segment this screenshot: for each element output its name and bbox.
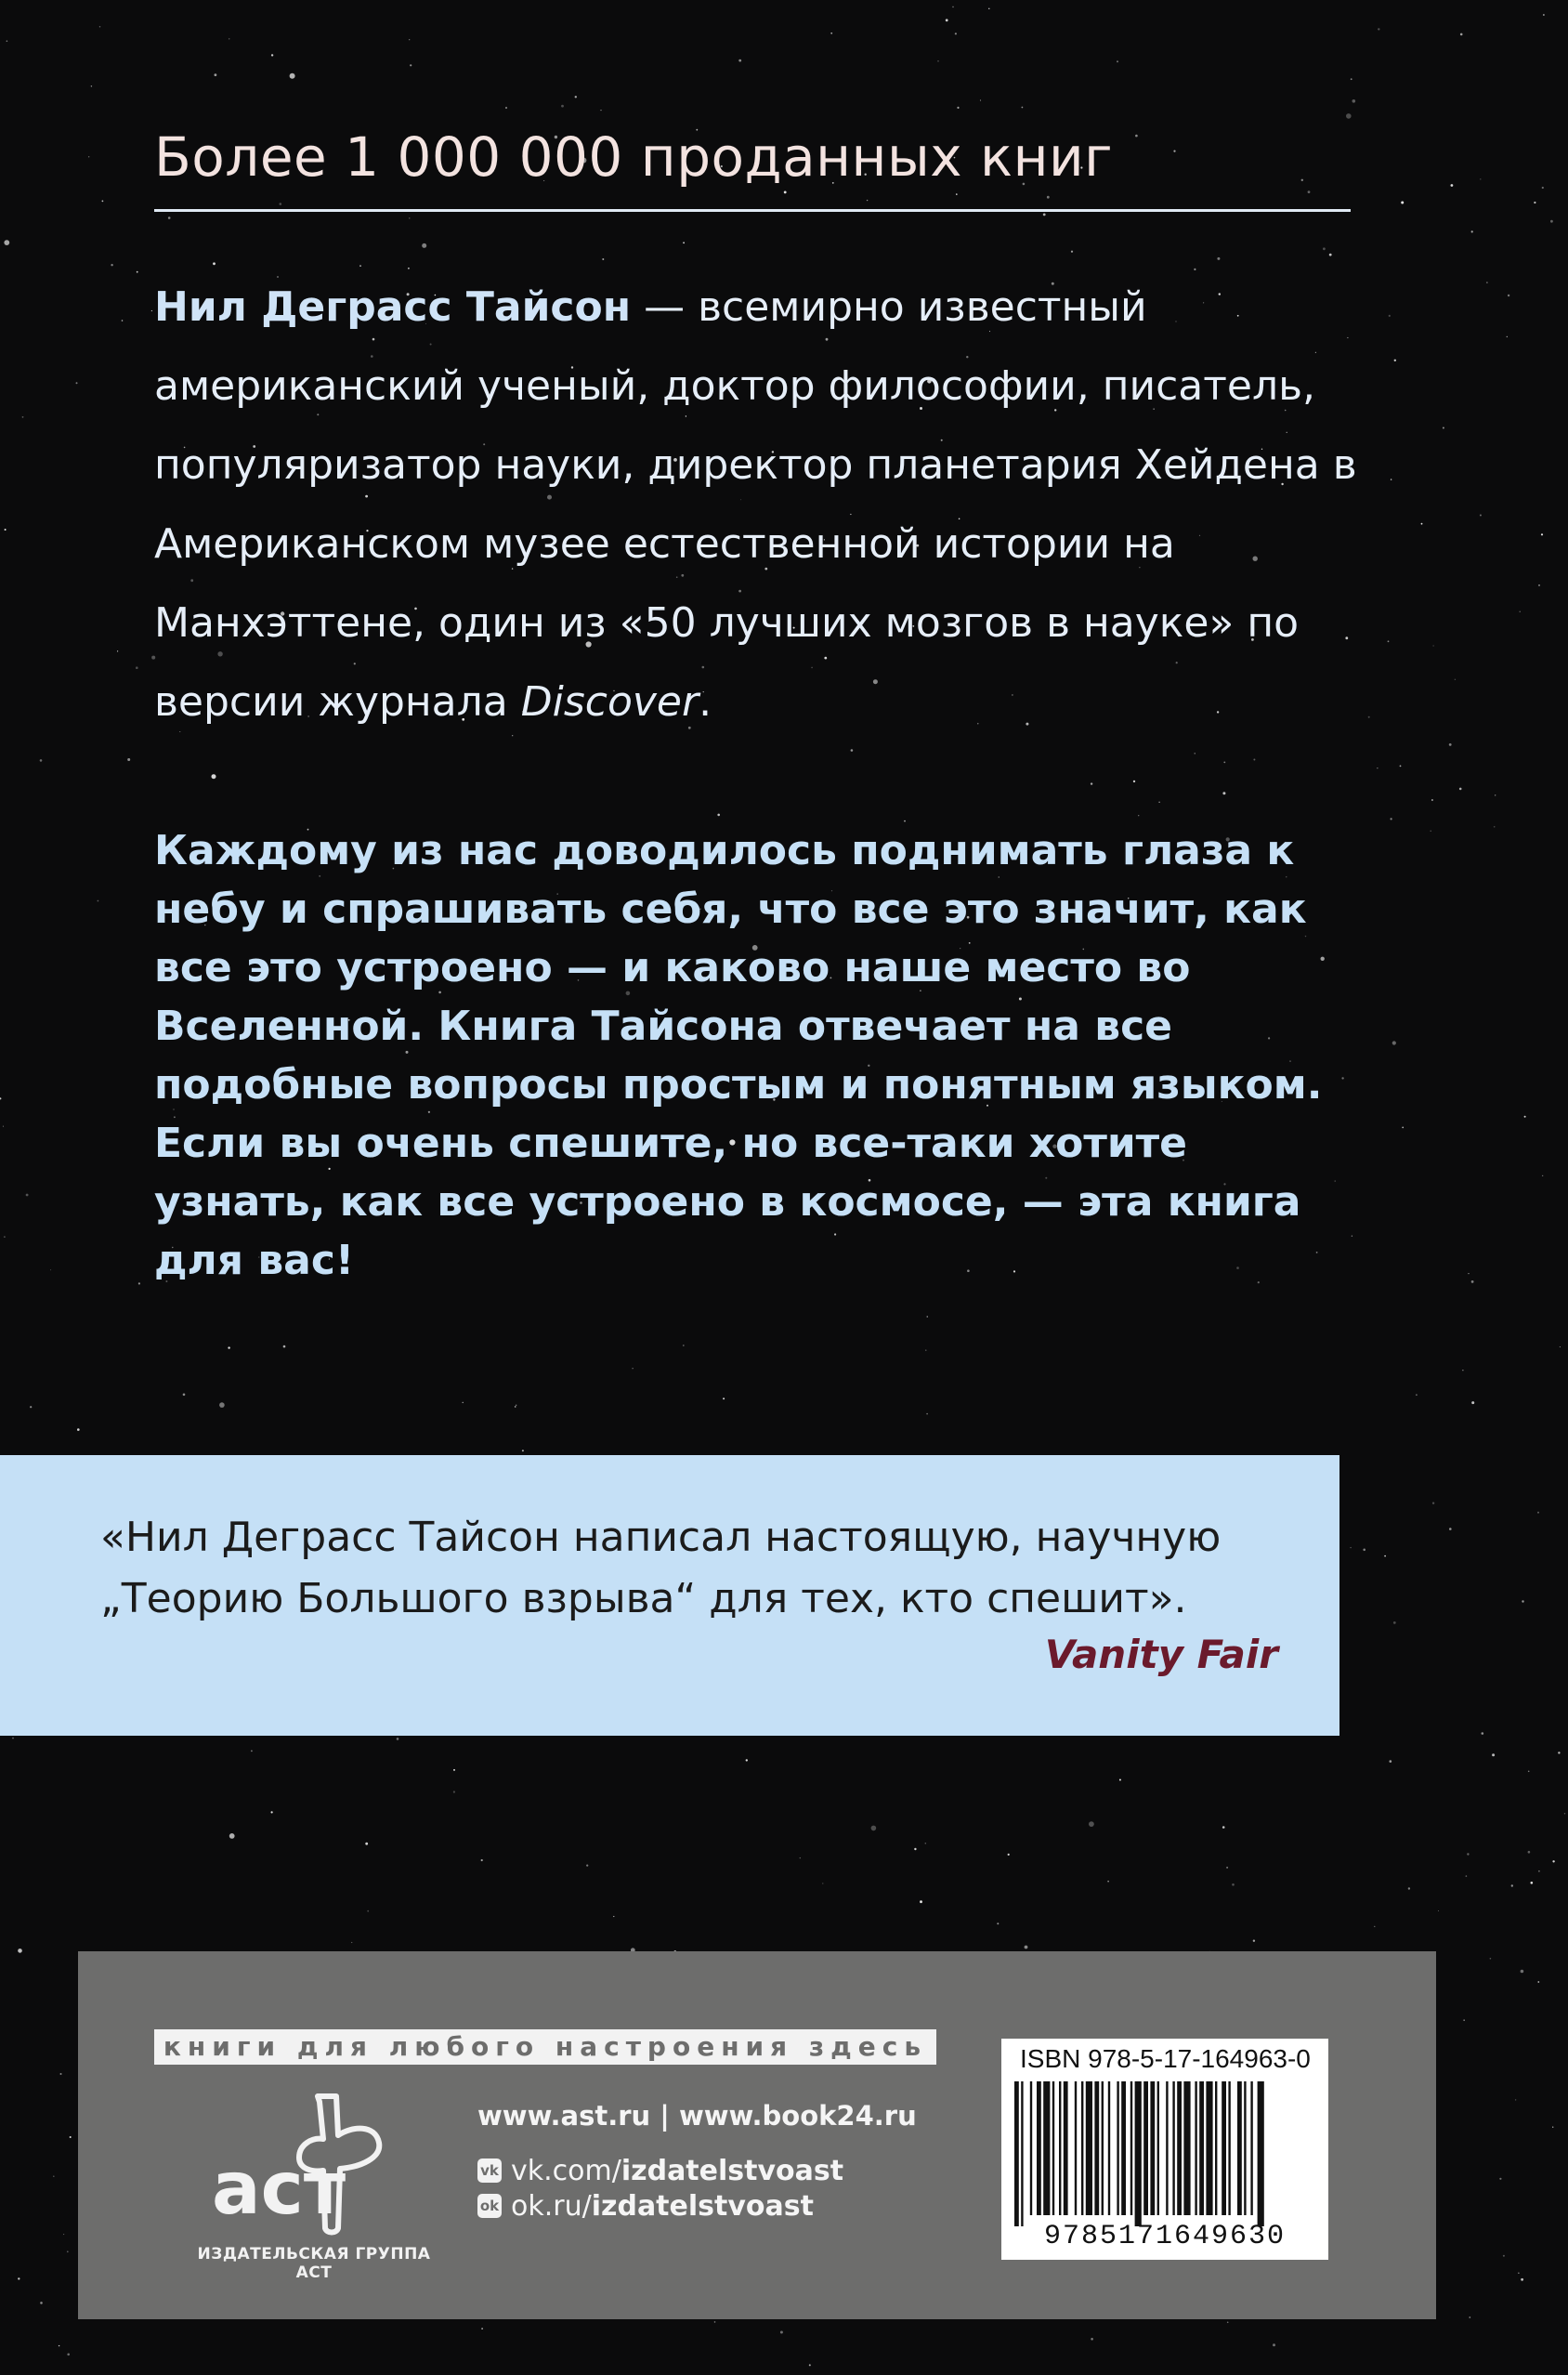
star — [137, 271, 138, 273]
star — [422, 243, 426, 248]
star — [98, 900, 99, 902]
star — [780, 2331, 783, 2334]
star — [30, 1406, 32, 1408]
star — [99, 26, 100, 27]
barcode-bar — [1135, 2081, 1142, 2226]
barcode-bar — [1150, 2081, 1155, 2215]
star — [359, 265, 361, 267]
star — [1542, 1175, 1543, 1176]
star — [1471, 230, 1473, 232]
star — [1223, 762, 1225, 764]
barcode-bar — [1037, 2081, 1041, 2215]
star — [1499, 2178, 1501, 2180]
star — [946, 19, 948, 21]
barcode-bar — [1081, 2081, 1083, 2215]
barcode-bar — [1215, 2081, 1217, 2215]
barcode-bar — [1199, 2081, 1204, 2215]
star — [717, 814, 720, 817]
star — [1467, 1853, 1469, 1855]
star — [955, 33, 957, 34]
star — [228, 1346, 229, 1348]
logo-lettering: аст — [212, 2147, 346, 2231]
star — [1389, 315, 1391, 317]
star — [1537, 1981, 1539, 1983]
barcode-bar — [1157, 2081, 1159, 2215]
ast-logo-icon — [199, 2089, 385, 2237]
star — [871, 1826, 877, 1831]
star — [1368, 716, 1370, 718]
star — [1158, 802, 1159, 803]
star — [1564, 1813, 1565, 1814]
star — [1043, 214, 1046, 217]
star — [1537, 1512, 1539, 1514]
star — [1515, 2099, 1516, 2100]
barcode-bar — [1166, 2081, 1168, 2215]
star — [980, 99, 981, 100]
star — [723, 1397, 725, 1399]
star — [1438, 1910, 1439, 1911]
star — [1138, 815, 1139, 816]
star — [1400, 766, 1402, 768]
star — [138, 1282, 140, 1284]
star — [1480, 178, 1481, 179]
barcode-bar — [1177, 2081, 1182, 2215]
star — [50, 1269, 51, 1270]
star — [1494, 826, 1496, 828]
star — [1550, 220, 1553, 223]
barcode-bar — [1094, 2081, 1099, 2215]
star — [1227, 2322, 1229, 2324]
star — [1323, 247, 1326, 250]
author-bio — [154, 268, 1362, 741]
star — [1384, 1555, 1386, 1557]
star — [925, 1843, 927, 1844]
star — [1433, 646, 1434, 647]
star — [219, 1402, 225, 1408]
star — [1460, 33, 1463, 36]
star — [1402, 1127, 1404, 1129]
star — [18, 1949, 22, 1953]
star — [1022, 107, 1024, 109]
star — [53, 2175, 55, 2177]
sales-headline: Более 1 000 000 проданных книг — [154, 125, 1114, 189]
ok-prefix: ok.ru/ — [511, 2189, 592, 2223]
star — [22, 416, 24, 418]
star — [1392, 1041, 1396, 1044]
star — [1455, 679, 1456, 680]
star — [1508, 295, 1509, 296]
star — [212, 774, 216, 779]
star — [575, 96, 577, 98]
star — [290, 73, 295, 79]
star — [515, 1406, 516, 1408]
barcode-bar — [1052, 2081, 1054, 2215]
star — [1378, 28, 1379, 30]
star — [0, 1097, 1, 1099]
star — [1558, 1752, 1560, 1753]
star — [1507, 336, 1508, 337]
star — [522, 1450, 524, 1451]
star — [1089, 1821, 1094, 1827]
star — [1471, 1280, 1474, 1283]
star — [18, 2277, 20, 2279]
star — [151, 310, 152, 311]
ok-handle: izdatelstvoast — [591, 2189, 814, 2223]
star — [1520, 611, 1521, 612]
star — [1534, 202, 1535, 203]
star — [746, 1759, 748, 1761]
star — [410, 64, 412, 66]
star — [453, 1791, 455, 1792]
barcode-bar — [1121, 2081, 1126, 2215]
star — [1008, 1854, 1010, 1856]
star — [409, 217, 410, 218]
star — [1222, 792, 1225, 794]
author-name: Нил Деграсс Тайсон — [154, 283, 632, 331]
star — [1091, 2338, 1093, 2341]
barcode-bar — [1059, 2081, 1061, 2215]
star — [1480, 515, 1482, 517]
star — [168, 217, 171, 219]
star — [1253, 759, 1255, 761]
star — [1552, 1860, 1554, 1862]
star — [67, 2354, 70, 2356]
star — [1374, 1926, 1375, 1927]
barcode-bar — [1102, 2081, 1104, 2215]
barcode-bar — [1030, 2081, 1032, 2215]
star — [1560, 1346, 1561, 1347]
star — [809, 2364, 811, 2366]
quote-line-1: «Нил Деграсс Тайсон написал настоящую, научную — [100, 1514, 1222, 1561]
publisher-footer — [78, 1951, 1436, 2319]
star — [800, 1857, 801, 1858]
star — [1394, 360, 1396, 361]
vk-link[interactable] — [477, 2154, 843, 2187]
star — [351, 1942, 352, 1943]
star — [1531, 1882, 1534, 1884]
star — [1217, 257, 1220, 260]
ok-icon: ok — [477, 2194, 502, 2218]
star — [481, 2328, 483, 2329]
star — [40, 759, 43, 762]
star — [271, 54, 273, 56]
barcode-bar — [1108, 2081, 1110, 2215]
ok-link[interactable] — [477, 2189, 814, 2223]
barcode-bar — [1064, 2081, 1068, 2215]
star — [91, 85, 92, 86]
star — [271, 1811, 273, 1813]
star — [925, 1350, 926, 1351]
star — [561, 105, 564, 108]
barcode-bar — [1206, 2081, 1212, 2215]
star — [26, 1194, 29, 1197]
star — [117, 650, 118, 651]
barcode-bar — [1021, 2081, 1023, 2226]
star — [851, 749, 854, 752]
star — [215, 73, 217, 76]
publisher-name: ИЗДАТЕЛЬСКАЯ ГРУППА АСТ — [197, 2245, 431, 2282]
star — [1117, 60, 1118, 62]
star — [1363, 1549, 1365, 1552]
star — [397, 1738, 399, 1740]
star — [997, 1922, 999, 1924]
star — [1091, 782, 1092, 784]
star — [1522, 1600, 1523, 1602]
star — [1521, 1970, 1524, 1974]
star — [1222, 1826, 1225, 1829]
star — [1107, 1881, 1109, 1883]
barcode-bar — [1014, 2081, 1019, 2226]
ean-digits: 9785171649630 — [1043, 2221, 1287, 2252]
star — [77, 1428, 80, 1431]
star — [1543, 14, 1545, 16]
bio-text: — всемирно известный американский ученый, доктор философии, писатель, популяризатор науки, директор планетария Хейдена в Американском музее естественной истории на Манхэттене, один из «50 лучших мозгов в науке» по версии журнала — [154, 283, 1357, 726]
star — [111, 264, 112, 266]
star — [1482, 1732, 1484, 1735]
barcode-bar — [1258, 2081, 1264, 2226]
moods-banner: книги для любого настроения здесь — [154, 2029, 936, 2065]
star — [1232, 1883, 1235, 1886]
star — [60, 2073, 62, 2075]
star — [1451, 184, 1454, 187]
star — [1350, 1547, 1351, 1548]
star — [914, 1848, 916, 1850]
star — [1195, 753, 1196, 754]
barcode-box — [1001, 2039, 1328, 2260]
star — [1459, 788, 1462, 791]
barcode-bar — [1043, 2081, 1050, 2215]
star — [1408, 1887, 1410, 1889]
star — [920, 1900, 922, 1903]
star — [1391, 818, 1392, 820]
star — [937, 60, 939, 62]
star — [1352, 99, 1356, 103]
star — [1119, 1779, 1121, 1781]
star — [367, 1910, 369, 1912]
star — [1511, 1884, 1513, 1886]
star — [40, 2302, 43, 2304]
star — [1542, 187, 1544, 189]
barcode-bar — [1228, 2081, 1230, 2215]
barcode-bar — [1086, 2081, 1092, 2215]
star — [1538, 1870, 1540, 1872]
star — [1468, 1273, 1469, 1274]
barcode-bar — [1117, 2081, 1118, 2215]
star — [1226, 1867, 1228, 1869]
star — [1521, 2278, 1523, 2281]
star — [1421, 523, 1423, 525]
star — [683, 1345, 685, 1346]
star — [1025, 1946, 1028, 1949]
star — [1253, 1940, 1255, 1942]
star — [988, 8, 989, 9]
barcode-bar — [1195, 2081, 1196, 2215]
star — [122, 320, 124, 321]
star — [283, 1345, 286, 1348]
star — [463, 1402, 464, 1403]
star — [88, 156, 89, 157]
magazine-name: Discover — [520, 678, 699, 726]
star — [683, 242, 685, 243]
star — [365, 1843, 368, 1845]
star — [409, 39, 410, 40]
star — [1431, 799, 1433, 801]
barcode-bar — [1183, 2081, 1190, 2215]
star — [1524, 1116, 1526, 1118]
star — [481, 1859, 483, 1861]
star — [4, 1236, 6, 1238]
star — [1462, 1370, 1463, 1371]
star — [1469, 2316, 1470, 2318]
vk-prefix: vk.com/ — [511, 2154, 621, 2187]
star — [1133, 781, 1135, 782]
star — [1393, 1621, 1396, 1624]
star — [76, 382, 78, 384]
star — [830, 33, 832, 34]
website-links[interactable]: www.ast.ru | www.book24.ru — [477, 2100, 917, 2132]
barcode-bar — [1244, 2081, 1246, 2215]
star — [1388, 640, 1390, 642]
star — [633, 1368, 634, 1369]
star — [1273, 2343, 1275, 2346]
star — [213, 262, 216, 265]
star — [5, 529, 7, 531]
quote-line-2: „Теорию Большого взрыва“ для тех, кто спешит». — [100, 1575, 1187, 1622]
star — [1552, 2127, 1553, 2128]
star — [280, 203, 282, 205]
star — [1492, 1753, 1495, 1756]
star — [926, 1413, 928, 1415]
star — [183, 1394, 186, 1397]
bio-end: . — [699, 678, 712, 726]
star — [1503, 2255, 1505, 2257]
star — [1401, 202, 1404, 204]
star — [1466, 1875, 1468, 1877]
review-quote — [100, 1507, 1308, 1630]
star — [952, 7, 954, 8]
star — [957, 107, 959, 109]
star — [1464, 2020, 1465, 2021]
star — [1443, 427, 1444, 429]
vk-icon: vk — [477, 2158, 502, 2183]
star — [738, 59, 741, 62]
quote-source: Vanity Fair — [1044, 1632, 1278, 1677]
star — [867, 200, 868, 201]
star — [102, 201, 104, 203]
star — [1351, 78, 1352, 80]
star — [602, 258, 604, 260]
barcode-bar — [1130, 2081, 1132, 2215]
star — [1390, 1760, 1392, 1763]
star — [1449, 1528, 1452, 1530]
star — [4, 240, 9, 245]
star — [1495, 794, 1496, 795]
barcode-bar — [1143, 2081, 1148, 2215]
star — [1071, 251, 1073, 253]
star — [1518, 2273, 1519, 2274]
star — [70, 2136, 72, 2138]
headline-divider — [154, 209, 1351, 212]
barcode-bar — [1237, 2081, 1242, 2215]
barcode-bar — [1075, 2081, 1077, 2215]
star — [127, 758, 130, 761]
star — [1490, 1958, 1492, 1960]
star — [1329, 254, 1332, 256]
star — [1528, 1851, 1531, 1854]
star — [927, 1316, 928, 1317]
star — [1541, 533, 1543, 535]
star — [600, 110, 601, 111]
barcode-bar — [1250, 2081, 1252, 2215]
star — [453, 1769, 455, 1771]
vk-handle: izdatelstvoast — [621, 2154, 844, 2187]
book-tagline: Каждому из нас доводилось поднимать глаза к небу и спрашивать себя, что все это значит, как все это устроено — и каково наше место во Вселенной. Книга Тайсона отвечает на все подобные вопросы простым и понятным языком. Если вы очень спешите, но все-таки хотите узнать, как все устроено в космосе, — эта книга для вас! — [154, 827, 1323, 1284]
isbn-number: ISBN 978-5-17-164963-0 — [1020, 2044, 1311, 2073]
star — [1449, 743, 1452, 746]
star — [3, 1126, 4, 1127]
star — [63, 2234, 64, 2235]
star — [714, 2321, 716, 2323]
star — [229, 1833, 235, 1839]
star — [67, 2250, 69, 2252]
star — [1416, 1394, 1418, 1396]
barcode-bar — [1172, 2081, 1174, 2215]
star — [251, 1751, 253, 1752]
star — [1538, 584, 1540, 586]
star — [1528, 1771, 1530, 1773]
star — [613, 1916, 614, 1917]
star — [1432, 1502, 1434, 1504]
star — [136, 666, 138, 669]
star — [12, 1738, 14, 1739]
barcode-bar — [1222, 2081, 1226, 2215]
star — [586, 1865, 588, 1867]
star — [1471, 1401, 1474, 1404]
star — [7, 40, 8, 42]
star — [505, 107, 507, 109]
